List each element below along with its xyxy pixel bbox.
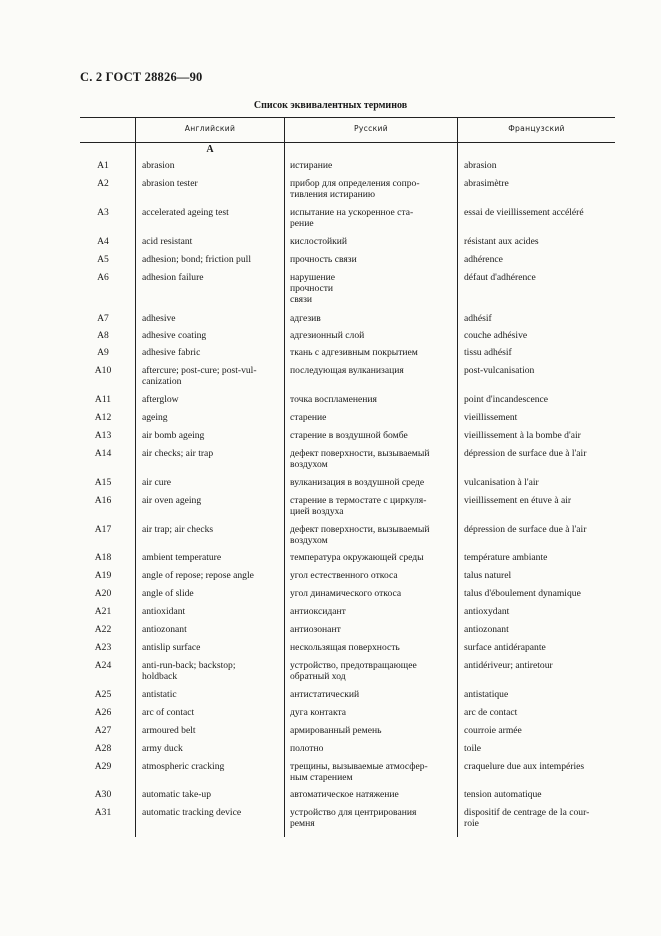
term-english: antioxidant [142, 606, 186, 617]
table-header-rule [80, 142, 615, 143]
term-russian: точка воспламенения [290, 394, 377, 405]
term-french: antidériveur; antiretour [464, 660, 553, 671]
term-russian: антиозонант [290, 624, 341, 635]
term-english: ageing [142, 412, 168, 423]
term-english: automatic take-up [142, 789, 211, 800]
term-english: army duck [142, 743, 183, 754]
term-russian: адгезионный слой [290, 330, 365, 341]
term-russian: вулканизация в воздушной среде [290, 477, 425, 488]
term-russian: трещины, вызываемые атмосфер- ным старением [290, 761, 428, 783]
term-french: couche adhésive [464, 330, 528, 341]
term-code: A7 [97, 313, 109, 324]
term-russian: адгезив [290, 313, 321, 324]
term-french: essai de vieillissement accéléré [464, 207, 584, 218]
term-russian: нарушение прочности связи [290, 272, 336, 305]
term-code: A21 [94, 606, 112, 617]
term-russian: ткань с адгезивным покрытием [290, 347, 418, 358]
term-french: courroie armée [464, 725, 522, 736]
term-english: air cure [142, 477, 172, 488]
term-code: A18 [94, 552, 112, 563]
term-russian: дефект поверхности, вызываемый воздухом [290, 524, 430, 546]
term-russian: прибор для определения сопро- тивления истиранию [290, 178, 420, 200]
term-french: tissu adhésif [464, 347, 512, 358]
column-header-english: Английский [184, 124, 236, 133]
term-english: air bomb ageing [142, 430, 205, 441]
term-russian: кислостойкий [290, 236, 348, 247]
term-french: vulcanisation à l'air [464, 477, 539, 488]
term-russian: старение [290, 412, 327, 423]
term-english: antislip surface [142, 642, 201, 653]
page-header: С. 2 ГОСТ 28826—90 [80, 70, 203, 84]
term-code: A13 [94, 430, 112, 441]
term-code: A9 [97, 347, 109, 358]
term-english: armoured belt [142, 725, 196, 736]
term-code: A24 [94, 660, 112, 671]
term-code: A2 [97, 178, 109, 189]
term-english: afterglow [142, 394, 179, 405]
term-french: craquelure due aux intempéries [464, 761, 585, 772]
term-french: post-vulcanisation [464, 365, 535, 376]
column-header-french: Французский [508, 124, 565, 133]
column-divider-code [135, 117, 136, 837]
term-code: A30 [94, 789, 112, 800]
term-code: A8 [97, 330, 109, 341]
term-russian: температура окружающей среды [290, 552, 424, 563]
term-russian: армированный ремень [290, 725, 382, 736]
term-french: abrasimètre [464, 178, 509, 189]
term-russian: старение в воздушной бомбе [290, 430, 408, 441]
term-english: atmospheric cracking [142, 761, 225, 772]
term-english: anti-run-back; backstop; holdback [142, 660, 236, 682]
term-code: A16 [94, 495, 112, 506]
term-russian: полотно [290, 743, 324, 754]
section-letter: A [206, 144, 214, 155]
term-russian: антиоксидант [290, 606, 346, 617]
term-french: antiozonant [464, 624, 509, 635]
term-english: antistatic [142, 689, 177, 700]
term-code: A14 [94, 448, 112, 459]
term-english: automatic tracking device [142, 807, 242, 818]
column-header-russian: Русский [354, 124, 388, 133]
term-code: A26 [94, 707, 112, 718]
term-english: accelerated ageing test [142, 207, 229, 218]
term-code: A12 [94, 412, 112, 423]
term-code: A11 [94, 394, 112, 405]
term-russian: последующая вулканизация [290, 365, 404, 376]
term-french: arc de contact [464, 707, 518, 718]
term-french: abrasion [464, 160, 497, 171]
term-french: vieillissement en étuve à air [464, 495, 572, 506]
term-code: A5 [97, 254, 109, 265]
term-code: A25 [94, 689, 112, 700]
table-caption: Список эквивалентных терминов [253, 100, 408, 111]
term-code: A15 [94, 477, 112, 488]
term-english: arc of contact [142, 707, 195, 718]
term-code: A19 [94, 570, 112, 581]
term-russian: дуга контакта [290, 707, 347, 718]
term-french: vieillissement à la bombe d'air [464, 430, 581, 441]
term-french: dépression de surface due à l'air [464, 448, 587, 459]
term-french: tension automatique [464, 789, 542, 800]
term-french: adhésif [464, 313, 492, 324]
term-english: antiozonant [142, 624, 187, 635]
term-english: angle of slide [142, 588, 194, 599]
column-divider-english [284, 117, 285, 837]
term-french: vieillissement [464, 412, 518, 423]
term-code: A31 [94, 807, 112, 818]
term-russian: прочность связи [290, 254, 357, 265]
term-code: A3 [97, 207, 109, 218]
term-code: A20 [94, 588, 112, 599]
term-english: air oven ageing [142, 495, 202, 506]
term-english: air trap; air checks [142, 524, 214, 535]
term-french: toile [464, 743, 482, 754]
term-russian: антистатический [290, 689, 360, 700]
term-english: adhesion failure [142, 272, 204, 283]
term-russian: устройство, предотвращающее обратный ход [290, 660, 417, 682]
term-code: A29 [94, 761, 112, 772]
term-french: résistant aux acides [464, 236, 539, 247]
term-russian: автоматическое натяжение [290, 789, 399, 800]
term-russian: угол естественного откоса [290, 570, 398, 581]
term-french: défaut d'adhérence [464, 272, 536, 283]
term-french: talus naturel [464, 570, 512, 581]
term-code: A17 [94, 524, 112, 535]
term-french: adhérence [464, 254, 503, 265]
term-russian: старение в термостате с циркуля- цией воздуха [290, 495, 427, 517]
term-code: A10 [94, 365, 112, 376]
term-french: dépression de surface due à l'air [464, 524, 587, 535]
term-french: point d'incandescence [464, 394, 549, 405]
term-english: aftercure; post-cure; post-vul- canization [142, 365, 257, 387]
term-english: adhesive fabric [142, 347, 201, 358]
term-english: acid resistant [142, 236, 193, 247]
term-russian: угол динамического откоса [290, 588, 402, 599]
term-english: air checks; air trap [142, 448, 214, 459]
term-french: talus d'éboulement dynamique [464, 588, 581, 599]
term-code: A4 [97, 236, 109, 247]
term-english: adhesive [142, 313, 176, 324]
term-russian: испытание на ускоренное ста- рение [290, 207, 414, 229]
term-russian: устройство для центрирования ремня [290, 807, 417, 829]
term-french: surface antidérapante [464, 642, 546, 653]
term-russian: истирание [290, 160, 333, 171]
term-code: A23 [94, 642, 112, 653]
term-code: A27 [94, 725, 112, 736]
term-french: antioxydant [464, 606, 510, 617]
term-french: température ambiante [464, 552, 548, 563]
term-french: antistatique [464, 689, 509, 700]
term-english: angle of repose; repose angle [142, 570, 254, 581]
term-code: A6 [97, 272, 109, 283]
term-code: A1 [97, 160, 109, 171]
term-russian: нескользящая поверхность [290, 642, 400, 653]
term-code: A22 [94, 624, 112, 635]
term-english: adhesion; bond; friction pull [142, 254, 251, 265]
term-english: abrasion tester [142, 178, 198, 189]
term-english: ambient temperature [142, 552, 222, 563]
term-russian: дефект поверхности, вызываемый воздухом [290, 448, 430, 470]
term-english: abrasion [142, 160, 175, 171]
term-english: adhesive coating [142, 330, 207, 341]
term-french: dispositif de centrage de la cour- roie [464, 807, 590, 829]
term-code: A28 [94, 743, 112, 754]
